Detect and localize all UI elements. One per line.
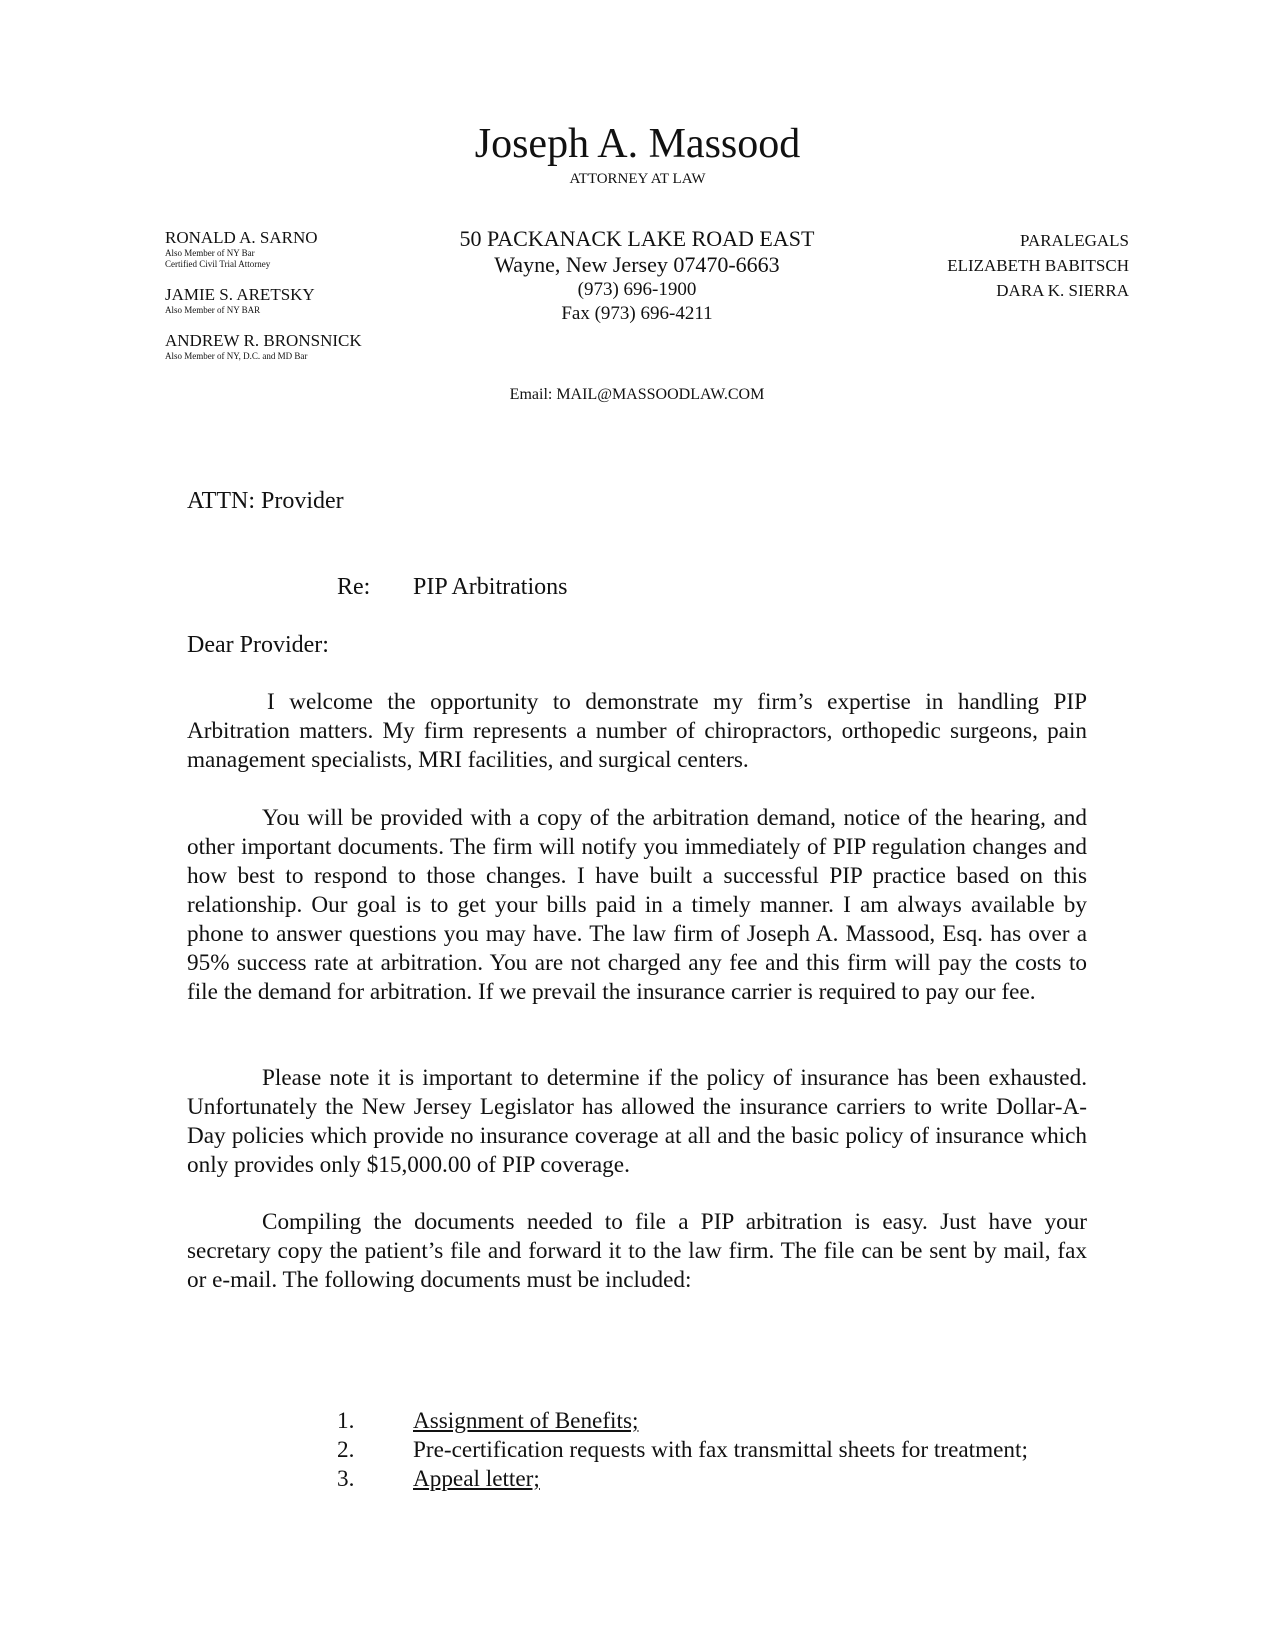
list-item-number: 2. — [337, 1437, 355, 1463]
list-item-number: 1. — [337, 1408, 355, 1434]
attorney-entry — [165, 285, 425, 316]
address-phone: (973) 696-1900 — [577, 279, 697, 300]
firm-email: Email: MAIL@MASSOODLAW.COM — [509, 386, 765, 403]
address-street: 50 PACKANACK LAKE ROAD EAST — [459, 226, 815, 251]
attorney-list — [165, 228, 425, 377]
body-paragraph: Compiling the documents needed to file a PIP arbitration is easy. Just have your secretary copy the patient’s file and forward it to the law firm. The file can be sent by mail, fax or e-mail. The following documents must be included: — [187, 1209, 1087, 1293]
body-paragraph: You will be provided with a copy of the arbitration demand, notice of the hearing, and other important documents. The firm will notify you immediately of PIP regulation changes and how best to respond to those changes. I have built a successful PIP practice based on this relationship. Our goal is to get your bills paid in a timely manner. I am always available by phone to answer questions you may have. The law firm of Joseph A. Massood, Esq. has over a 95% success rate at arbitration. You are not charged any fee and this firm will pay the costs to file the demand for arbitration. If we prevail the insurance carrier is required to pay our fee. — [187, 805, 1087, 1005]
body-paragraph: Please note it is important to determine if the policy of insurance has been exhausted. Unfortunately the New Jersey Legislator has allowed the insurance carriers to write Dollar-A-Day policies which provide no insurance coverage at all and the basic policy of insurance which only provides only $15,000.00 of PIP coverage. — [187, 1065, 1087, 1178]
attorney-entry — [165, 228, 425, 270]
attorney-entry — [165, 331, 425, 362]
firm-name: Joseph A. Massood — [474, 121, 801, 167]
list-item — [337, 1465, 1097, 1494]
firm-title: ATTORNEY AT LAW — [569, 171, 706, 187]
body-paragraph: I welcome the opportunity to demonstrate my firm’s expertise in handling PIP Arbitration matters. My firm represents a number of chiropractors, orthopedic surgeons, pain management specialists, MRI facilities, and surgical centers. — [187, 689, 1087, 773]
attorney-note: Also Member of NY Bar — [165, 248, 255, 258]
paralegal-list — [880, 228, 1129, 303]
list-item — [337, 1436, 1097, 1465]
re-subject: PIP Arbitrations — [413, 574, 568, 600]
list-item-text: Assignment of Benefits; — [413, 1408, 639, 1434]
attorney-note: Also Member of NY, D.C. and MD Bar — [165, 351, 308, 361]
list-item-number: 3. — [337, 1466, 355, 1492]
required-documents-list — [337, 1407, 1097, 1494]
re-label: Re: — [337, 574, 371, 600]
attorney-name: ANDREW R. BRONSNICK — [165, 331, 362, 350]
list-item-text: Appeal letter; — [413, 1466, 540, 1492]
attorney-name: RONALD A. SARNO — [165, 228, 318, 247]
attorney-note: Certified Civil Trial Attorney — [165, 259, 271, 269]
attention-line: ATTN: Provider — [187, 488, 344, 514]
address-fax: Fax (973) 696-4211 — [561, 303, 713, 324]
paralegal-name: DARA K. SIERRA — [996, 281, 1129, 300]
paralegal-name: ELIZABETH BABITSCH — [947, 256, 1129, 275]
paralegals-heading: PARALEGALS — [1020, 231, 1129, 250]
salutation: Dear Provider: — [187, 632, 329, 658]
list-item-text: Pre-certification requests with fax transmittal sheets for treatment; — [413, 1437, 1028, 1463]
address-city: Wayne, New Jersey 07470-6663 — [494, 252, 780, 277]
firm-address — [437, 226, 837, 326]
attorney-note: Also Member of NY BAR — [165, 305, 261, 315]
attorney-name: JAMIE S. ARETSKY — [165, 285, 315, 304]
list-item — [337, 1407, 1097, 1436]
